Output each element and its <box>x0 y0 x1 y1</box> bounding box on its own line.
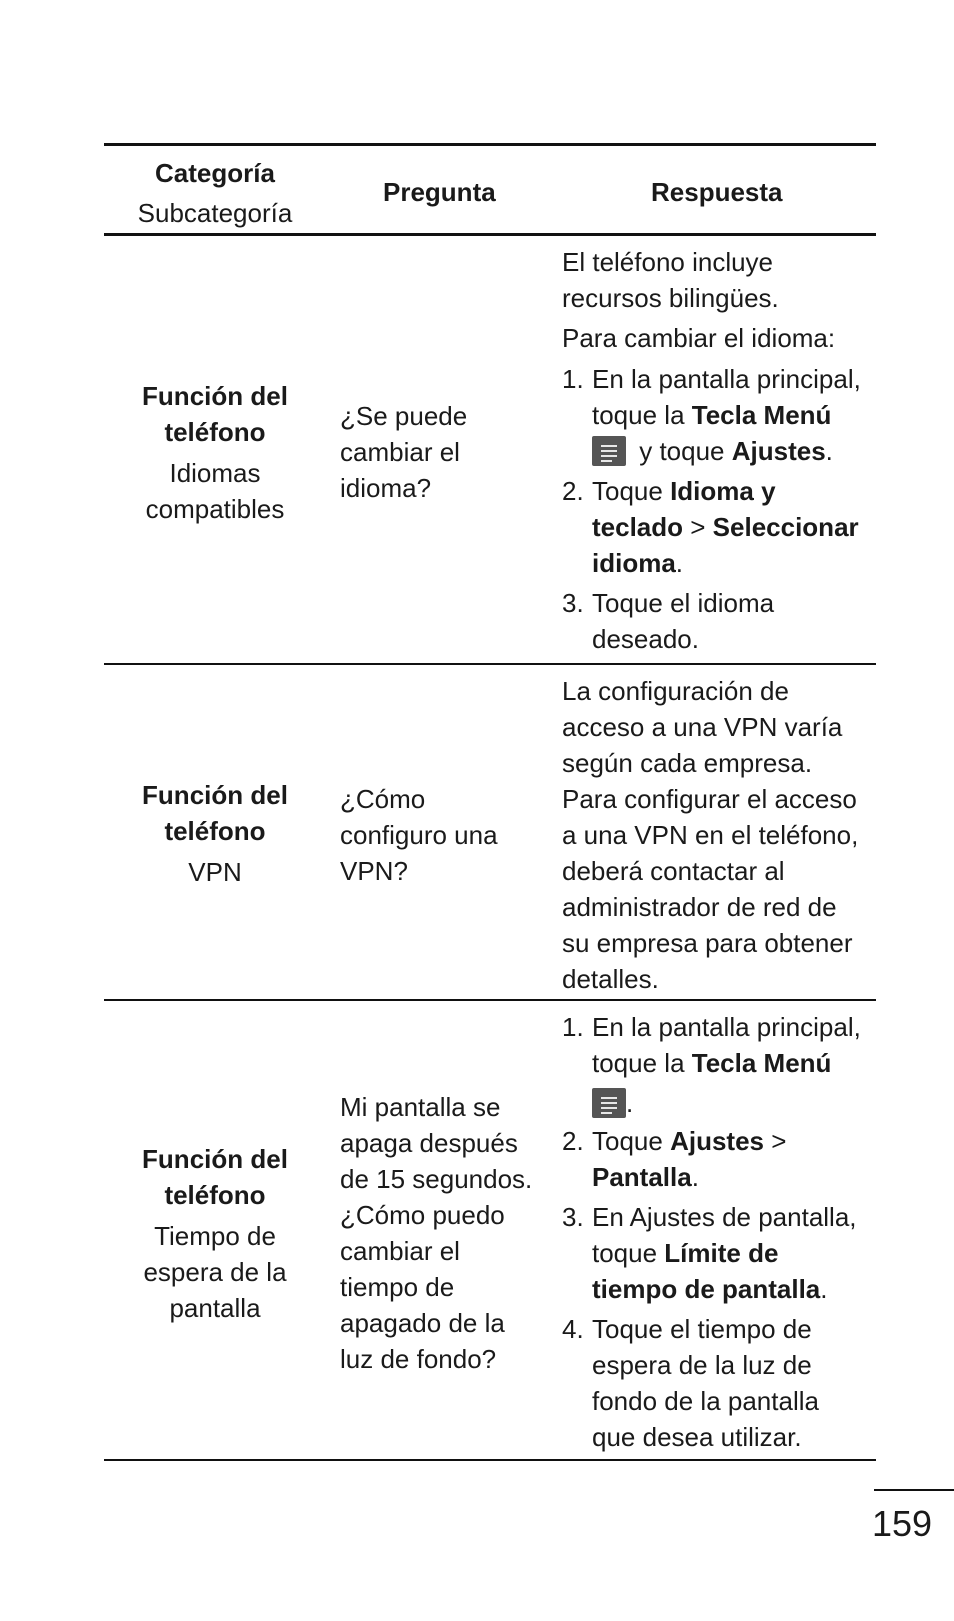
step-text: Toque el idioma <box>592 588 775 618</box>
separator: > <box>683 512 713 542</box>
answer-step <box>562 1199 882 1235</box>
step-number: 3. <box>562 1202 584 1232</box>
answer-step <box>562 361 882 397</box>
answer-line: acceso a una VPN varía <box>562 712 843 742</box>
answer-line: deberá contactar al <box>562 856 785 886</box>
page-number-rule <box>874 1489 954 1491</box>
screen-timeout-label: Límite de <box>664 1238 779 1268</box>
category-label: Función del <box>142 780 288 810</box>
settings-label: Ajustes <box>670 1126 764 1156</box>
row-divider <box>104 663 876 665</box>
question-line: ¿Se puede <box>340 401 468 431</box>
step-text: toque la <box>592 400 692 430</box>
menu-key-icon <box>592 1088 626 1118</box>
answer-line: detalles. <box>562 964 659 994</box>
language-label: idioma <box>592 548 676 578</box>
answer-line: Para cambiar el idioma: <box>562 323 836 353</box>
select-label: Seleccionar <box>712 512 859 542</box>
step-number: 2. <box>562 476 584 506</box>
answer-step <box>562 1009 882 1045</box>
header-question: Pregunta <box>383 177 496 207</box>
step-number: 1. <box>562 364 584 394</box>
question-line: apagado de la <box>340 1308 505 1338</box>
answer-line: su empresa para obtener <box>562 928 853 958</box>
answer-line: La configuración de <box>562 676 789 706</box>
answer-step-line <box>562 397 912 433</box>
answer-step <box>562 473 882 509</box>
menu-key-label: Tecla Menú <box>691 1048 832 1078</box>
step-text: Toque <box>592 1126 671 1156</box>
question-line: luz de fondo? <box>340 1344 497 1374</box>
step-number: 1. <box>562 1012 584 1042</box>
answer-line: a una VPN en el teléfono, <box>562 820 859 850</box>
answer-step-line <box>562 1235 912 1271</box>
subcategory-label: compatibles <box>145 494 285 524</box>
question-line: Mi pantalla se <box>340 1092 501 1122</box>
answer-step-line <box>562 1159 912 1195</box>
language-label: Idioma y <box>670 476 776 506</box>
answer-step-line <box>562 1271 912 1307</box>
punctuation: . <box>691 1162 699 1192</box>
category-label: Función del <box>142 1144 288 1174</box>
step-text: toque <box>592 1238 665 1268</box>
step-text: y toque <box>632 436 732 466</box>
step-text: Toque <box>592 476 671 506</box>
answer-step <box>562 1123 882 1159</box>
question-line: idioma? <box>340 473 432 503</box>
answer-step <box>562 585 882 621</box>
table-top-rule <box>104 143 876 146</box>
subcategory-label: Idiomas <box>169 458 261 488</box>
step-text: En la pantalla principal, <box>592 364 861 394</box>
subcategory-label: espera de la <box>143 1257 287 1287</box>
separator: > <box>764 1126 787 1156</box>
answer-line: administrador de red de <box>562 892 837 922</box>
subcategory-label: Tiempo de <box>154 1221 276 1251</box>
table-bottom-rule <box>104 1459 876 1461</box>
answer-line: recursos bilingües. <box>562 283 779 313</box>
step-text: toque la <box>592 1048 692 1078</box>
answer-line: El teléfono incluye <box>562 247 774 277</box>
display-label: Pantalla <box>592 1162 692 1192</box>
category-label: teléfono <box>164 1180 266 1210</box>
question-line: configuro una <box>340 820 498 850</box>
answer-step-line <box>562 433 912 469</box>
punctuation: . <box>626 1088 634 1118</box>
answer-line: según cada empresa. <box>562 748 813 778</box>
step-text: En Ajustes de pantalla, <box>592 1202 857 1232</box>
step-number: 2. <box>562 1126 584 1156</box>
row-divider <box>104 999 876 1001</box>
header-bottom-rule <box>104 233 876 236</box>
question-line: de 15 segundos. <box>340 1164 533 1194</box>
menu-key-label: Tecla Menú <box>691 400 832 430</box>
question-line: apaga después <box>340 1128 518 1158</box>
question-line: cambiar el <box>340 1236 460 1266</box>
step-number: 4. <box>562 1314 584 1344</box>
answer-step-line: espera de la luz de <box>592 1350 812 1380</box>
step-number: 3. <box>562 588 584 618</box>
question-line: tiempo de <box>340 1272 455 1302</box>
category-label: teléfono <box>164 417 266 447</box>
subcategory-label: pantalla <box>169 1293 261 1323</box>
question-line: ¿Cómo <box>340 784 426 814</box>
category-label: teléfono <box>164 816 266 846</box>
punctuation: . <box>820 1274 828 1304</box>
answer-step-line <box>562 545 912 581</box>
header-category: Categoría <box>155 158 275 188</box>
screen-timeout-label: tiempo de pantalla <box>592 1274 821 1304</box>
answer-step-line <box>562 1045 912 1081</box>
answer-step-line <box>562 1085 912 1121</box>
menu-key-icon <box>592 436 626 466</box>
question-line: VPN? <box>340 856 408 886</box>
answer-step <box>562 1311 882 1347</box>
settings-label: Ajustes <box>731 436 826 466</box>
answer-step-line: fondo de la pantalla <box>592 1386 819 1416</box>
step-text: En la pantalla principal, <box>592 1012 861 1042</box>
answer-line: Para configurar el acceso <box>562 784 857 814</box>
header-answer: Respuesta <box>651 177 783 207</box>
punctuation: . <box>675 548 684 578</box>
question-line: cambiar el <box>340 437 460 467</box>
subcategory-label: VPN <box>188 857 242 887</box>
answer-step-line: que desea utilizar. <box>592 1422 802 1452</box>
page-number: 159 <box>872 1503 933 1544</box>
answer-step-line <box>562 509 912 545</box>
header-subcategory: Subcategoría <box>137 198 293 228</box>
step-text: Toque el tiempo de <box>592 1314 812 1344</box>
category-label: Función del <box>142 381 288 411</box>
question-line: ¿Cómo puedo <box>340 1200 505 1230</box>
answer-step-line: deseado. <box>592 624 699 654</box>
punctuation: . <box>825 436 833 466</box>
keyboard-label: teclado <box>592 512 684 542</box>
